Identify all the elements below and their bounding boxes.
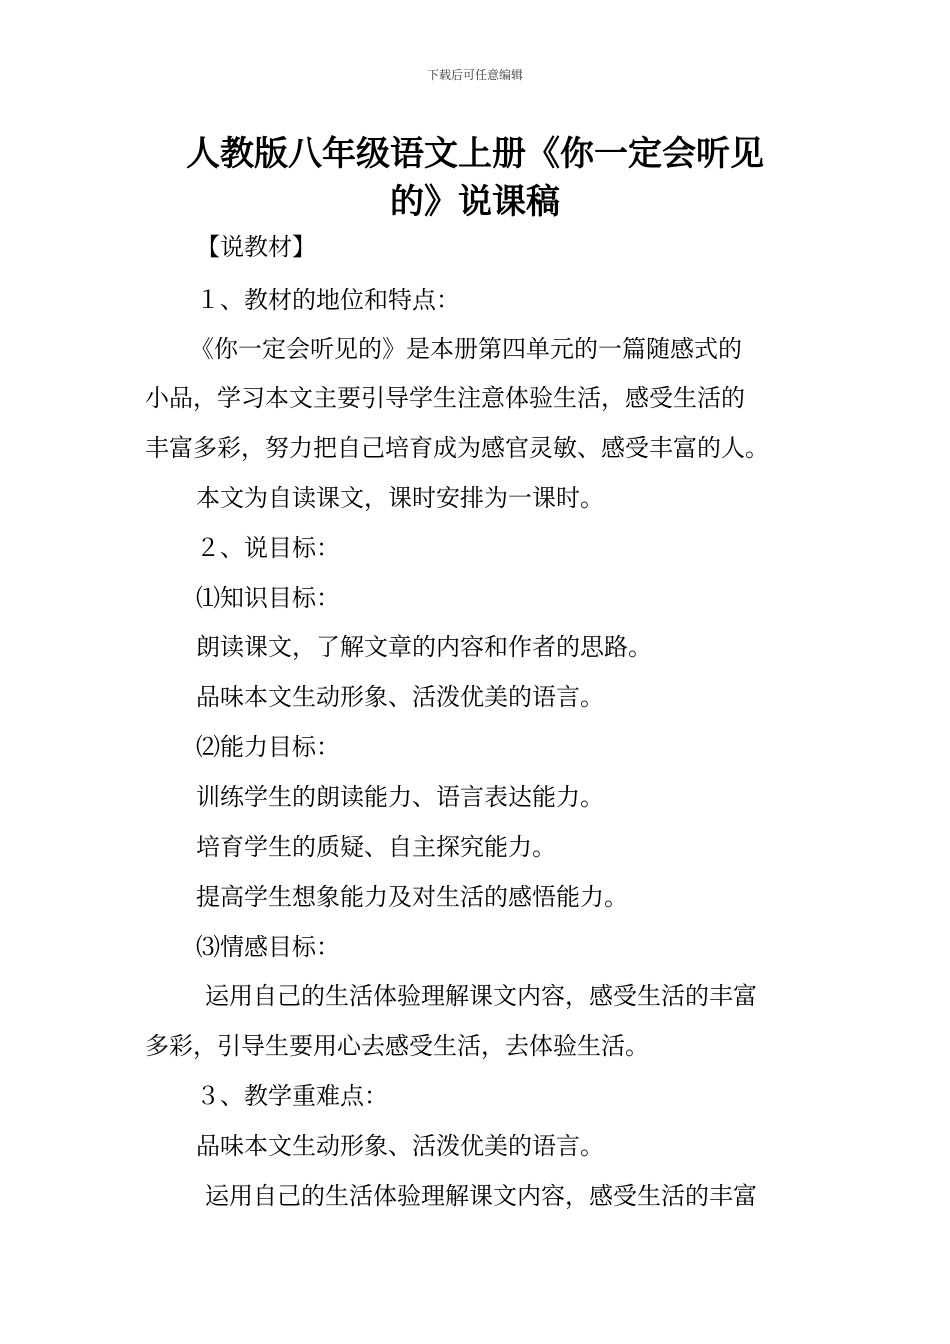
subsection-heading-1: １、教材的地位和特点： bbox=[196, 286, 460, 314]
emotion-goal-line-2: 多彩，引导生要用心去感受生活，去体验生活。 bbox=[145, 1032, 649, 1060]
ability-goal-heading: ⑵能力目标： bbox=[196, 733, 340, 761]
ability-goal-2: 培育学生的质疑、自主探究能力。 bbox=[196, 833, 556, 861]
knowledge-goal-2: 品味本文生动形象、活泼优美的语言。 bbox=[196, 683, 604, 711]
emotion-goal-line-1: 运用自己的生活体验理解课文内容，感受生活的丰富 bbox=[205, 982, 757, 1010]
knowledge-goal-heading: ⑴知识目标： bbox=[196, 584, 340, 612]
key-point-2-line-1: 运用自己的生活体验理解课文内容，感受生活的丰富 bbox=[205, 1182, 757, 1210]
paragraph-1-line-1: 《你一定会听见的》是本册第四单元的一篇随感式的 bbox=[190, 335, 742, 363]
paragraph-2: 本文为自读课文，课时安排为一课时。 bbox=[196, 484, 604, 512]
key-point-1: 品味本文生动形象、活泼优美的语言。 bbox=[196, 1132, 604, 1160]
document-title-line-1: 人教版八年级语文上册《你一定会听见 bbox=[186, 134, 764, 174]
subsection-heading-3: ３、教学重难点： bbox=[196, 1082, 388, 1110]
paragraph-1-line-3: 丰富多彩，努力把自己培育成为感官灵敏、感受丰富的人。 bbox=[145, 434, 769, 462]
document-title-line-2: 的》说课稿 bbox=[390, 182, 560, 222]
paragraph-1-line-2: 小品，学习本文主要引导学生注意体验生活，感受生活的 bbox=[145, 384, 745, 412]
ability-goal-1: 训练学生的朗读能力、语言表达能力。 bbox=[196, 783, 604, 811]
header-note: 下载后可任意编辑 bbox=[426, 68, 523, 82]
subsection-heading-2: ２、说目标： bbox=[196, 534, 340, 562]
emotion-goal-heading: ⑶情感目标： bbox=[196, 933, 340, 961]
knowledge-goal-1: 朗读课文，了解文章的内容和作者的思路。 bbox=[196, 633, 652, 661]
ability-goal-3: 提高学生想象能力及对生活的感悟能力。 bbox=[196, 883, 628, 911]
section-heading: 【说教材】 bbox=[196, 233, 316, 261]
